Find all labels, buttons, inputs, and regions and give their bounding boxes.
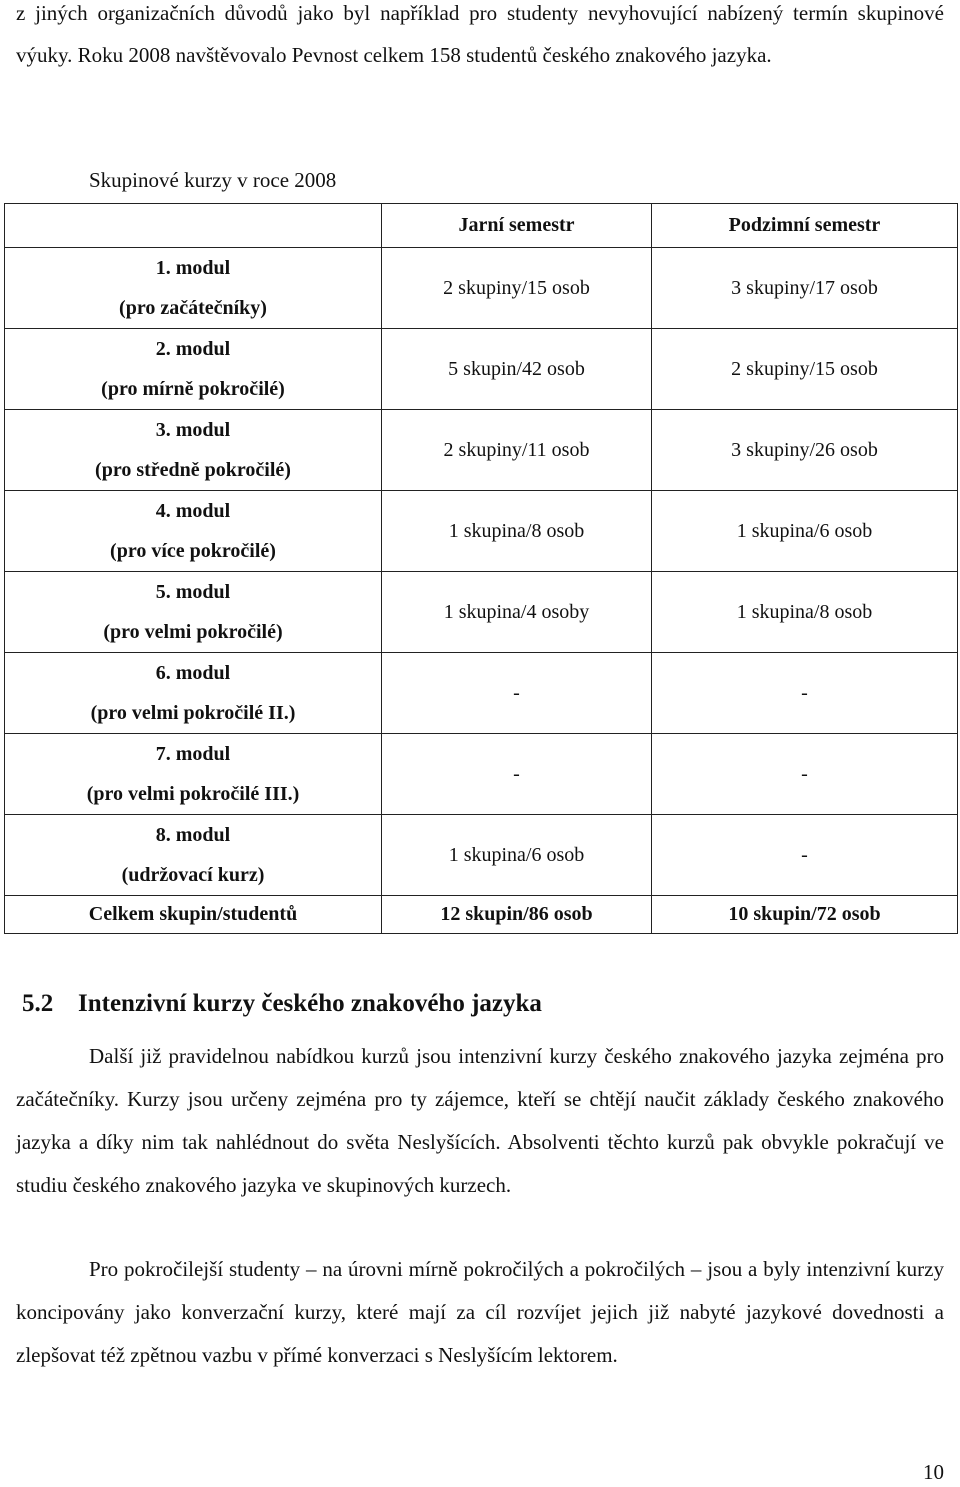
table-row — [5, 815, 958, 896]
table-total-row — [5, 896, 958, 934]
spring-cell: 5 skupin/42 osob — [382, 329, 652, 410]
module-cell — [5, 248, 382, 329]
module-level: (pro mírně pokročilé) — [101, 378, 285, 400]
body-paragraph — [16, 1035, 944, 1207]
autumn-cell: 1 skupina/6 osob — [652, 491, 958, 572]
body-paragraph-text: Pro pokročilejší studenty – na úrovni mírně pokročilých a pokročilých – jsou a byly intenzivní kurzy koncipovány jako konverzační kurzy, které mají za cíl rozvíjet jejich již nabyté jazykové dovednosti a zlepšovat též zpětnou vazbu v přímé konverzaci s Neslyšícím lektorem. — [16, 1257, 944, 1367]
spring-cell: 2 skupiny/11 osob — [382, 410, 652, 491]
module-level: (pro více pokročilé) — [110, 540, 276, 562]
section-number: 5.2 — [22, 990, 54, 1017]
body-paragraph — [16, 1248, 944, 1377]
section-heading — [22, 982, 542, 1026]
total-autumn: 10 skupin/72 osob — [652, 896, 958, 934]
module-name: 1. modul — [155, 257, 231, 279]
module-name: 7. modul — [155, 743, 231, 765]
table-caption: Skupinové kurzy v roce 2008 — [89, 168, 337, 192]
module-cell — [5, 653, 382, 734]
table-header-row — [5, 204, 958, 248]
intro-paragraph: z jiných organizačních důvodů jako byl například pro studenty nevyhovující nabízený termín skupinové výuky. Roku 2008 navštěvovalo Pevnost celkem 158 studentů českého znakového jazyka. — [16, 1, 944, 67]
spring-cell: 1 skupina/6 osob — [382, 815, 652, 896]
spring-cell: 1 skupina/8 osob — [382, 491, 652, 572]
header-autumn: Podzimní semestr — [652, 204, 958, 248]
table-row — [5, 329, 958, 410]
table-row — [5, 491, 958, 572]
module-level: (pro velmi pokročilé II.) — [90, 702, 296, 724]
spring-cell: - — [382, 653, 652, 734]
page-number: 10 — [923, 1460, 944, 1484]
module-name: 8. modul — [155, 824, 231, 846]
table-row — [5, 734, 958, 815]
autumn-cell: 3 skupiny/26 osob — [652, 410, 958, 491]
module-level: (pro středně pokročilé) — [95, 459, 291, 481]
body-paragraph-text: Další již pravidelnou nabídkou kurzů jsou intenzivní kurzy českého znakového jazyka zejména pro začátečníky. Kurzy jsou určeny zejména pro ty zájemce, kteří se chtějí naučit základy českého znakového jazyka a díky nim tak nahlédnout do světa Neslyšících. Absolventi těchto kurzů pak obvykle pokračují ve studiu českého znakového jazyka ve skupinových kurzech. — [16, 1044, 944, 1197]
module-name: 4. modul — [155, 500, 231, 522]
module-cell — [5, 572, 382, 653]
module-cell — [5, 734, 382, 815]
module-cell — [5, 329, 382, 410]
header-spring: Jarní semestr — [382, 204, 652, 248]
autumn-cell: 1 skupina/8 osob — [652, 572, 958, 653]
module-name: 2. modul — [155, 338, 231, 360]
module-cell — [5, 815, 382, 896]
module-level: (pro velmi pokročilé) — [103, 621, 283, 643]
spring-cell: - — [382, 734, 652, 815]
autumn-cell: - — [652, 653, 958, 734]
table-row — [5, 410, 958, 491]
module-level: (pro velmi pokročilé III.) — [86, 783, 300, 805]
module-cell — [5, 410, 382, 491]
table-row — [5, 572, 958, 653]
table-row — [5, 248, 958, 329]
module-name: 5. modul — [155, 581, 231, 603]
total-label: Celkem skupin/studentů — [5, 896, 382, 934]
spring-cell: 2 skupiny/15 osob — [382, 248, 652, 329]
module-level: (pro začátečníky) — [119, 297, 267, 319]
section-title: Intenzivní kurzy českého znakového jazyka — [78, 990, 542, 1017]
module-level: (udržovací kurz) — [121, 864, 265, 886]
module-cell — [5, 491, 382, 572]
courses-table — [4, 203, 958, 934]
module-name: 6. modul — [155, 662, 231, 684]
table-row — [5, 653, 958, 734]
total-spring: 12 skupin/86 osob — [382, 896, 652, 934]
spring-cell: 1 skupina/4 osoby — [382, 572, 652, 653]
autumn-cell: 3 skupiny/17 osob — [652, 248, 958, 329]
autumn-cell: - — [652, 734, 958, 815]
autumn-cell: 2 skupiny/15 osob — [652, 329, 958, 410]
header-empty — [5, 204, 382, 248]
autumn-cell: - — [652, 815, 958, 896]
module-name: 3. modul — [155, 419, 231, 441]
